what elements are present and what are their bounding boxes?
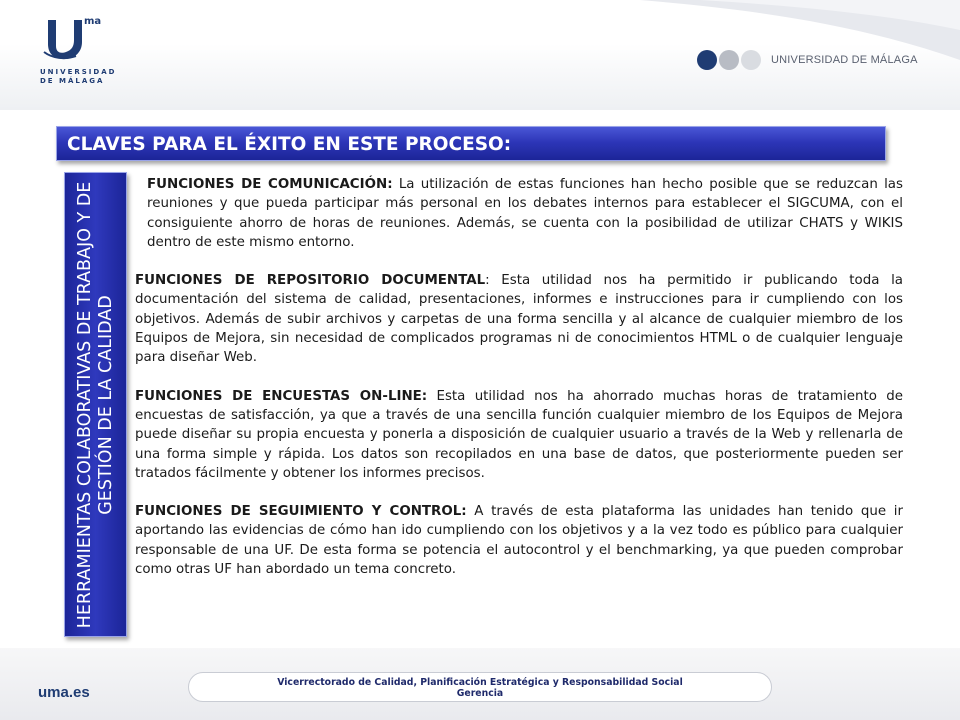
footer-credit bbox=[188, 672, 772, 702]
paragraph-lead: FUNCIONES DE REPOSITORIO DOCUMENTAL bbox=[135, 273, 486, 289]
uma-logo-icon bbox=[42, 12, 112, 62]
logo-mark-text: ma bbox=[84, 16, 102, 27]
logo-line-2: DE MÁLAGA bbox=[40, 77, 105, 85]
section-title: CLAVES PARA EL ÉXITO EN ESTE PROCESO: bbox=[56, 126, 886, 161]
logo-line-1: UNIVERSIDAD bbox=[40, 68, 117, 76]
content-body bbox=[135, 175, 903, 598]
university-brand bbox=[697, 48, 918, 72]
paragraph-lead: FUNCIONES DE SEGUIMIENTO Y CONTROL: bbox=[135, 504, 467, 520]
paragraph-repositorio bbox=[135, 271, 903, 367]
paragraph-lead: FUNCIONES DE COMUNICACIÓN: bbox=[147, 177, 393, 192]
footer-line-2: Gerencia bbox=[456, 688, 504, 699]
paragraph-body: Esta utilidad nos ha ahorrado muchas horas de tratamiento de encuestas de satisfacción, ya que a través de una sencilla función cualquier miembro de los Equipos de Mejora puede diseñar su propia encuesta y ponerla a disposición de cualquier usuario a través de la Web y rellenarla de una forma simple y rápida. Los datos son recopilados en una base de datos, que posteriormente pueden ser tratados fácilmente y obtener los informes precisos. bbox=[135, 388, 903, 481]
brand-dot-grey bbox=[719, 50, 739, 70]
site-link[interactable]: uma.es bbox=[38, 684, 90, 701]
paragraph-body: : Esta utilidad nos ha permitido ir publicando toda la documentación del sistema de calidad, presentaciones, informes e instrucciones para ir cumpliendo con los objetivos. Además de subir archivos y carpetas de una forma sencilla y al alcance de cualquier miembro de los Equipos de Mejora, sin necesidad de complicados programas ni de conocimientos HTML o de cualquier lenguaje para diseñar Web. bbox=[135, 273, 904, 366]
logo-university-text bbox=[40, 68, 116, 86]
paragraph-seguimiento bbox=[135, 502, 903, 579]
paragraph-comunicacion bbox=[135, 175, 903, 252]
side-label-text: HERRAMIENTAS COLABORATIVAS DE TRABAJO Y DE GESTIÓN DE LA CALIDAD bbox=[74, 181, 116, 628]
brand-dot-light bbox=[741, 50, 761, 70]
paragraph-encuestas bbox=[135, 387, 903, 483]
side-label-bar bbox=[64, 172, 127, 637]
paragraph-body: La utilización de estas funciones han hecho posible que se reduzcan las reuniones y que pueda participar más personal en los debates internos para establecer el SIGCUMA, con el consiguiente ahorro de horas de reuniones. Además, se cuenta con la posibilidad de utilizar CHATS y WIKIS dentro de este mismo entorno. bbox=[147, 177, 903, 250]
brand-dot-dark bbox=[697, 50, 717, 70]
paragraph-lead: FUNCIONES DE ENCUESTAS ON-LINE: bbox=[135, 388, 428, 404]
paragraph-body: A través de esta plataforma las unidades han tenido que ir aportando las evidencias de cómo han ido cumpliendo con los objetivos y a la vez todo es público para cualquier responsable de una UF. De esta forma se potencia el autocontrol y el benchmarking, ya que pueden comprobar como otras UF han abordado un tema concreto. bbox=[135, 504, 903, 578]
footer-line-1: Vicerrectorado de Calidad, Planificación Estratégica y Responsabilidad Social bbox=[277, 677, 683, 688]
brand-name: UNIVERSIDAD DE MÁLAGA bbox=[771, 54, 918, 66]
